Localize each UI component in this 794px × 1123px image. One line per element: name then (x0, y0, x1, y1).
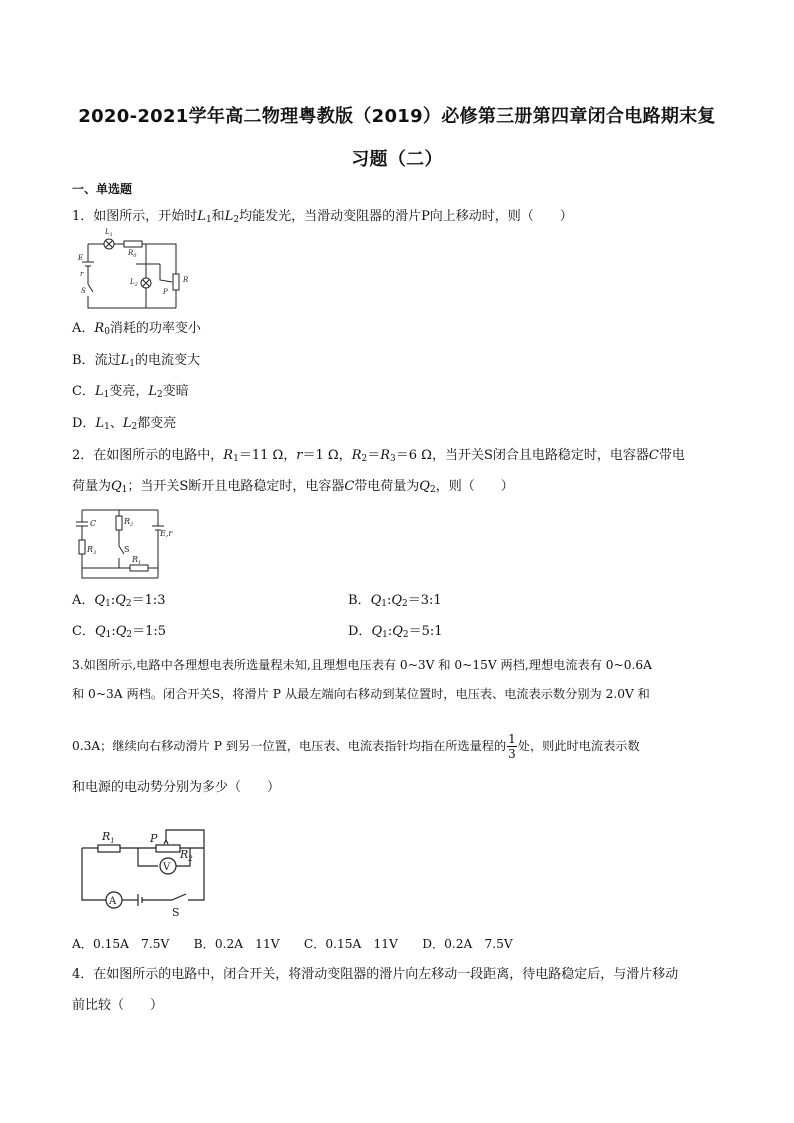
q3-circuit-diagram (76, 826, 216, 918)
q3-fig-R1: $R_1$ (102, 830, 115, 845)
doc-title-line2: 习题（二） (351, 149, 443, 170)
q3-options[interactable]: A．0.15A 7.5V B．0.2A 11V C．0.15A 11V D．0.2A 7.5V (72, 937, 513, 951)
q3-stem-line2: 和 0~3A 两档。闭合开关S，将滑片 P 从最左端向右移动到某位置时，电压表、电流表示数分别为 2.0V 和 (72, 687, 650, 701)
doc-title-line1: 2020-2021学年高二物理粤教版（2019）必修第三册第四章闭合电路期末复 (78, 106, 716, 127)
q3-fraction: $\frac{1}{3}$ (508, 732, 516, 761)
q3-stem-line4: 和电源的电动势分别为多少（ ） (72, 780, 281, 795)
q2-fig-R3: $R_3$ (87, 545, 97, 556)
q2-fig-R1: $R_1$ (132, 555, 142, 566)
q2-fig-E: E,r (160, 529, 173, 538)
q3-stem-line1: 3.如图所示,电路中各理想电表所选量程未知,且理想电压表有 0~3V 和 0~15V 两档,理想电流表有 0~0.6A (72, 658, 652, 672)
q2-option-c[interactable]: C．$Q_1:Q_2=1:5$ (72, 624, 167, 640)
q1-fig-r: r (80, 270, 84, 278)
q3-fig-P: P (150, 832, 158, 845)
q3-stem-line3: 0.3A；继续向右移动滑片 P 到另一位置，电压表、电流表指针均指在所选量程的 $\frac{1}{3}$ 处，则此时电流表示数 (72, 732, 640, 761)
q2-fig-C: C (90, 519, 97, 528)
q2-stem-line1: 2．在如图所示的电路中，$R_1=11$ Ω，r＝1 Ω，$R_2=R_3=6$ Ω，当开关S闭合且电路稳定时，电容器C带电 (72, 448, 685, 464)
q1-fig-L2: $L_2$ (130, 278, 138, 288)
q2-circuit-diagram (74, 502, 184, 582)
q2-fig-R2: $R_2$ (124, 517, 134, 528)
q1-fig-R: R (183, 276, 189, 284)
q1-stem: 1．如图所示，开始时$L_1$和$L_2$均能发光，当滑动变阻器的滑片P向上移动时，则（ ） (72, 209, 573, 225)
q1-fig-R0: $R_0$ (128, 249, 137, 259)
q2-option-b[interactable]: B．$Q_1:Q_2=3:1$ (348, 593, 442, 609)
q1-option-d[interactable]: D．$L_1$、$L_2$都变亮 (72, 416, 177, 432)
q1-fig-S: S (81, 287, 86, 295)
q3-fig-R2: $R_2$ (180, 848, 193, 863)
q3-fig-A: A (109, 896, 117, 907)
q2-stem-line2: 荷量为$Q_1$；当开关S断开且电路稳定时，电容器C带电荷量为$Q_2$，则（ ） (72, 479, 514, 495)
q1-fig-P: P (163, 288, 168, 296)
section-heading: 一、单选题 (72, 182, 133, 196)
q1-fig-L1: $L_1$ (105, 228, 113, 238)
q2-option-d[interactable]: D．$Q_1:Q_2=5:1$ (348, 624, 443, 640)
q3-fig-V: V (163, 862, 171, 873)
q4-stem-line1: 4．在如图所示的电路中，闭合开关，将滑动变阻器的滑片向左移动一段距离，待电路稳定后，与滑片移动 (72, 967, 679, 982)
q2-fig-S: S (124, 545, 130, 554)
q1-option-b[interactable]: B．流过$L_1$的电流变大 (72, 353, 200, 369)
q1-fig-E: E (78, 254, 84, 262)
q2-option-a[interactable]: A．$Q_1:Q_2=1:3$ (72, 593, 166, 609)
q4-stem-line2: 前比较（ ） (72, 998, 164, 1013)
q1-option-a[interactable]: A．$R_0$消耗的功率变小 (72, 321, 201, 337)
q3-fig-S: S (172, 906, 180, 919)
q1-option-c[interactable]: C．$L_1$变亮，$L_2$变暗 (72, 384, 189, 400)
q1-circuit-diagram (76, 224, 206, 314)
